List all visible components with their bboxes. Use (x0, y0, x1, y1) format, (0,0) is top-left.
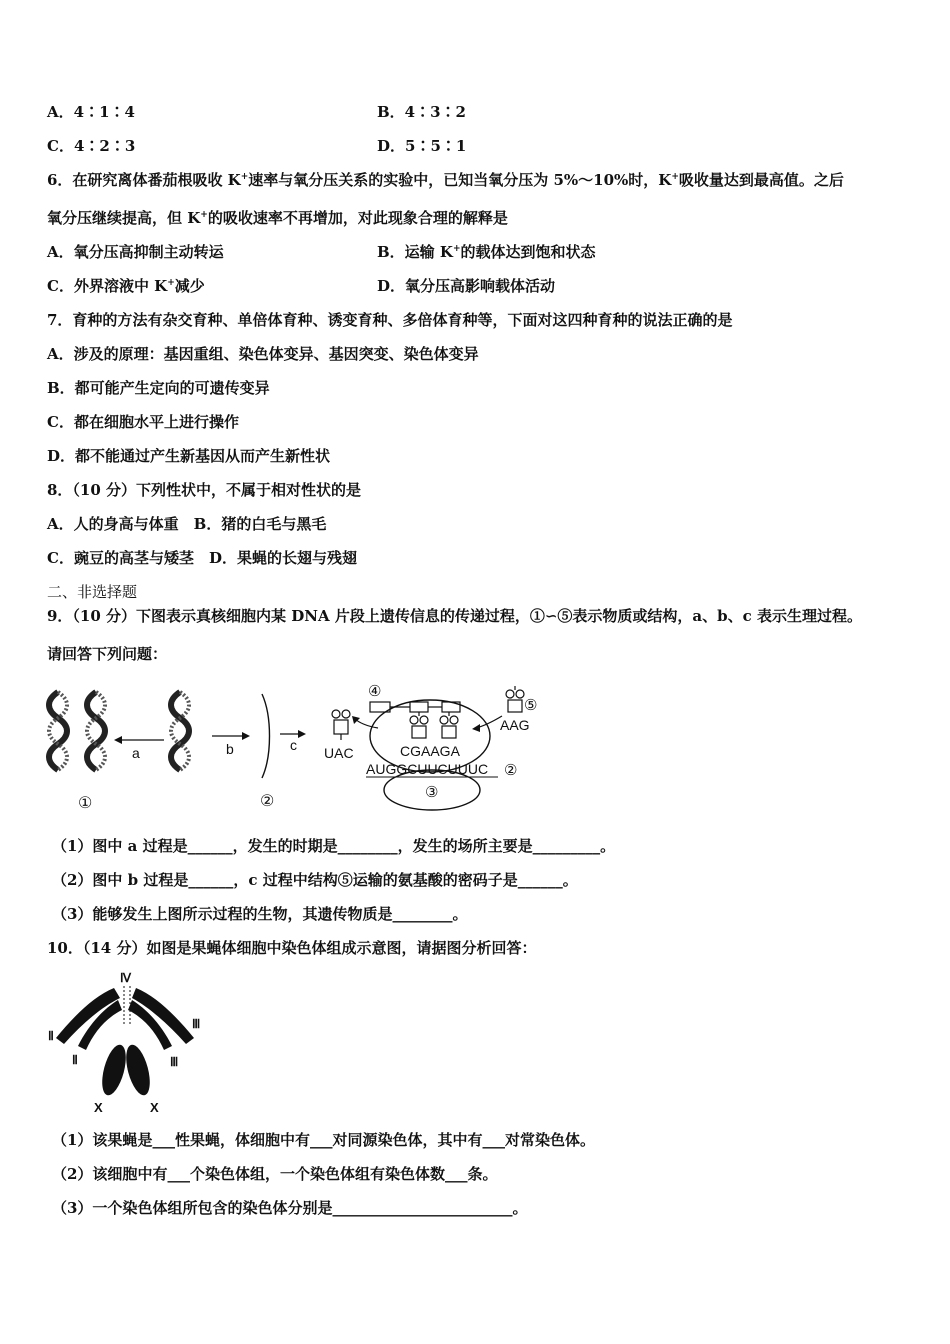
label-2-bottom: ② (260, 793, 275, 810)
label-a: a (132, 745, 140, 761)
q10-sub3: （3）一个染色体组所包含的染色体分别是________________________。 (52, 1199, 528, 1217)
section-heading: 二、非选择题 (47, 583, 138, 601)
codon-uac: UAC (324, 745, 354, 761)
label-c: c (290, 737, 297, 753)
label-2: ② (504, 762, 518, 779)
label-chromosome-iv: Ⅳ (120, 971, 132, 985)
trna-site-1 (410, 712, 428, 738)
label-chromosome-iii-a: Ⅲ (192, 1017, 201, 1031)
dna-helix-template (171, 692, 189, 770)
arrow-c-head (298, 730, 306, 738)
codon-aag: AAG (500, 717, 530, 733)
q9-sub1: （1）图中 a 过程是______，发生的时期是________，发生的场所主要是_________。 (52, 837, 616, 855)
q7-option-c: C．都在细胞水平上进行操作 (47, 413, 239, 431)
chromosome-x-2 (122, 1042, 155, 1097)
label-1: ① (78, 795, 93, 812)
q6-option-d: D．氧分压高影响载体活动 (377, 277, 556, 295)
label-chromosome-ii-a: Ⅱ (48, 1029, 54, 1043)
trna-departing (332, 710, 350, 740)
q10-sub1: （1）该果蝇是___性果蝇，体细胞中有___对同源染色体，其中有___对常染色体。 (52, 1131, 595, 1149)
q5-option-a: A．4∶1∶4 (47, 103, 135, 121)
q7-option-b: B．都可能产生定向的可遗传变异 (47, 379, 270, 397)
chromosome-x-1 (98, 1042, 131, 1097)
fruit-fly-karyotype (44, 966, 214, 1116)
label-x-left: X (94, 1100, 103, 1115)
departing-arrow-head (352, 716, 360, 724)
q5-option-b: B．4∶3∶2 (377, 103, 466, 121)
q7-option-a: A．涉及的原理：基因重组、染色体变异、基因突变、染色体变异 (47, 345, 479, 363)
mrna-sequence: AUGGCUUCUUUC (366, 761, 489, 777)
q8-options-ab: A．人的身高与体重 B．猪的白毛与黑毛 (47, 515, 327, 533)
arrow-b-head (242, 732, 250, 740)
anticodons: CGAAGA (400, 743, 460, 759)
q6-option-b: B．运输 K+的载体达到饱和状态 (377, 243, 596, 261)
label-chromosome-ii-b: Ⅱ (72, 1053, 78, 1067)
label-5: ⑤ (524, 697, 538, 714)
q6-option-c: C．外界溶液中 K+减少 (47, 277, 205, 295)
q10-sub2: （2）该细胞中有___个染色体组，一个染色体组有染色体数___条。 (52, 1165, 498, 1183)
q8-options-cd: C．豌豆的高茎与矮茎 D．果蝇的长翅与残翅 (47, 549, 357, 567)
q9-sub3: （3）能够发生上图所示过程的生物，其遗传物质是________。 (52, 905, 468, 923)
amino-acid-1 (410, 702, 428, 712)
q6-option-a: A．氧分压高抑制主动转运 (47, 243, 224, 261)
q7-stem: 7．育种的方法有杂交育种、单倍体育种、诱变育种、多倍体育种等，下面对这四种育种的说法正确的是 (47, 311, 733, 329)
dna-helix-1 (49, 692, 67, 770)
label-4: ④ (368, 683, 382, 700)
q8-stem: 8．（10 分）下列性状中，不属于相对性状的是 (47, 481, 362, 499)
q5-option-d: D．5∶5∶1 (377, 137, 467, 155)
q6-stem-line1: 6．在研究离体番茄根吸收 K+速率与氧分压关系的实验中，已知当氧分压为 5%～10%时，K+吸收量达到最高值。之后 (47, 171, 844, 189)
label-chromosome-iii-b: Ⅲ (170, 1055, 179, 1069)
incoming-arrow-head (472, 724, 480, 732)
gene-expression-diagram (40, 676, 540, 816)
dna-helix-2 (87, 692, 105, 770)
label-b: b (226, 741, 234, 757)
q9-prompt: 请回答下列问题： (47, 645, 168, 663)
q10-stem: 10．（14 分）如图是果蝇体细胞中染色体组成示意图，请据图分析回答： (47, 939, 537, 957)
trna-incoming (506, 686, 524, 712)
q9-sub2: （2）图中 b 过程是______，c 过程中结构⑤运输的氨基酸的密码子是______。 (52, 871, 578, 889)
q7-option-d: D．都不能通过产生新基因从而产生新性状 (47, 447, 331, 465)
arrow-a-head (114, 736, 122, 744)
q5-option-c: C．4∶2∶3 (47, 137, 136, 155)
label-3: ③ (425, 784, 439, 801)
q6-stem-line2: 氧分压继续提高，但 K+的吸收速率不再增加，对此现象合理的解释是 (47, 209, 508, 227)
label-x-right: X (150, 1100, 159, 1115)
q9-stem: 9．（10 分）下图表示真核细胞内某 DNA 片段上遗传信息的传递过程，①∽⑤表示物质或结构，a、b、c 表示生理过程。 (47, 607, 862, 625)
trna-site-2 (440, 712, 458, 738)
mrna-strand (262, 694, 270, 778)
